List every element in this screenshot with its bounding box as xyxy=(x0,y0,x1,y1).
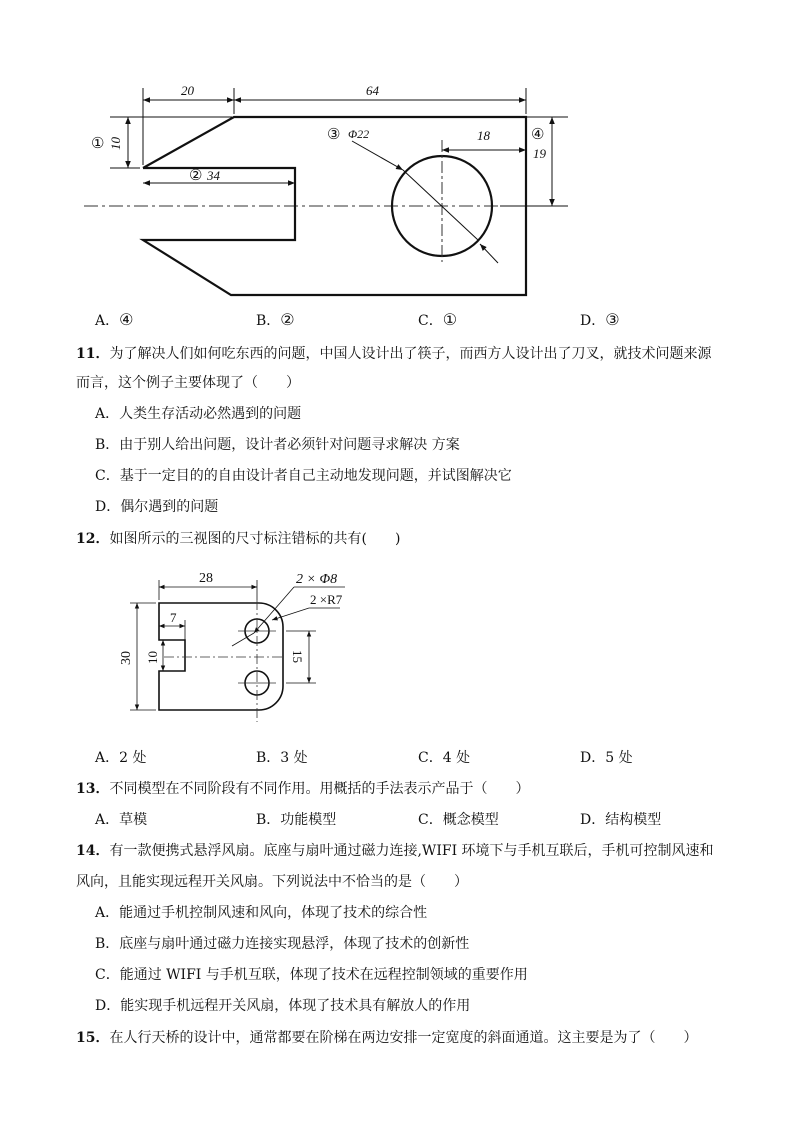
dim-64-label: 64 xyxy=(366,83,379,98)
q13-option-a[interactable]: A．草模 xyxy=(95,812,148,828)
q12-stem: 12．如图所示的三视图的尺寸标注错标的共有( ) xyxy=(76,531,401,547)
dim-20-label: 20 xyxy=(181,83,194,98)
q10-option-b[interactable]: B．② xyxy=(256,310,295,329)
q13-option-d[interactable]: D．结构模型 xyxy=(580,812,662,828)
dim-28-label: 28 xyxy=(199,571,213,586)
q10-option-d[interactable]: D．③ xyxy=(580,310,620,329)
dim-7-label: 7 xyxy=(170,610,177,625)
q11-stem-line1: 11．为了解决人们如何吃东西的问题，中国人设计出了筷子，而西方人设计出了刀叉，就技术问题来源 xyxy=(76,346,712,362)
q14-stem-line1: 14．有一款便携式悬浮风扇。底座与扇叶通过磁力连接,WIFI 环境下与手机互联后，手机可控制风速和 xyxy=(76,843,714,859)
q10-option-a[interactable]: A．④ xyxy=(95,310,134,329)
q14-option-c[interactable]: C．能通过 WIFI 与手机互联，体现了技术在远程控制领域的重要作用 xyxy=(95,967,528,983)
marker-3: ③ xyxy=(327,127,341,143)
dim-34-label: 34 xyxy=(207,168,220,183)
dim-15-label: 15 xyxy=(290,650,305,663)
q14-option-a[interactable]: A．能通过手机控制风速和风向，体现了技术的综合性 xyxy=(95,905,428,921)
q11-option-c[interactable]: C．基于一定目的的自由设计者自己主动地发现问题，并试图解决它 xyxy=(95,468,512,484)
q12-option-b[interactable]: B．3 处 xyxy=(256,750,308,766)
q14-stem-line2: 风向，且能实现远程开关风扇。下列说法中不恰当的是（ ） xyxy=(76,874,468,890)
q12-option-a[interactable]: A．2 处 xyxy=(95,750,147,766)
dim-19-label: 19 xyxy=(533,146,546,161)
q12-option-d[interactable]: D．5 处 xyxy=(580,750,633,766)
q15-stem: 15．在人行天桥的设计中，通常都要在阶梯在两边安排一定宽度的斜面通道。这主要是为了（ ） xyxy=(76,1030,698,1046)
marker-1: ① xyxy=(91,136,105,152)
dim-phi22-label: Φ22 xyxy=(348,127,370,141)
dim-18-label: 18 xyxy=(477,128,490,143)
dim-10-label: 10 xyxy=(108,137,123,150)
q11-stem-line2: 而言，这个例子主要体现了（ ） xyxy=(76,375,300,391)
dim-2phi8-label: 2 × Φ8 xyxy=(296,572,338,587)
dim-2r7-label: 2 ×R7 xyxy=(310,592,343,607)
dim-10-label-2: 10 xyxy=(145,651,160,664)
q10-option-c[interactable]: C．① xyxy=(418,310,458,329)
q12-option-c[interactable]: C．4 处 xyxy=(418,750,471,766)
marker-4: ④ xyxy=(531,127,545,143)
q14-option-b[interactable]: B．底座与扇叶通过磁力连接实现悬浮，体现了技术的创新性 xyxy=(95,936,470,952)
q13-stem: 13．不同模型在不同阶段有不同作用。用概括的手法表示产品于（ ） xyxy=(76,781,530,797)
q13-option-c[interactable]: C．概念模型 xyxy=(418,812,499,828)
q13-option-b[interactable]: B．功能模型 xyxy=(256,812,337,828)
dim-30-label: 30 xyxy=(119,651,134,665)
q11-option-d[interactable]: D．偶尔遇到的问题 xyxy=(95,499,219,515)
q14-option-d[interactable]: D．能实现手机远程开关风扇，体现了技术具有解放人的作用 xyxy=(95,998,471,1014)
q11-option-b[interactable]: B．由于别人给出问题，设计者必须针对问题寻求解决 方案 xyxy=(95,437,460,453)
marker-2: ② xyxy=(189,168,203,184)
q11-option-a[interactable]: A．人类生存活动必然遇到的问题 xyxy=(95,406,302,422)
part-outline-2 xyxy=(159,603,283,710)
